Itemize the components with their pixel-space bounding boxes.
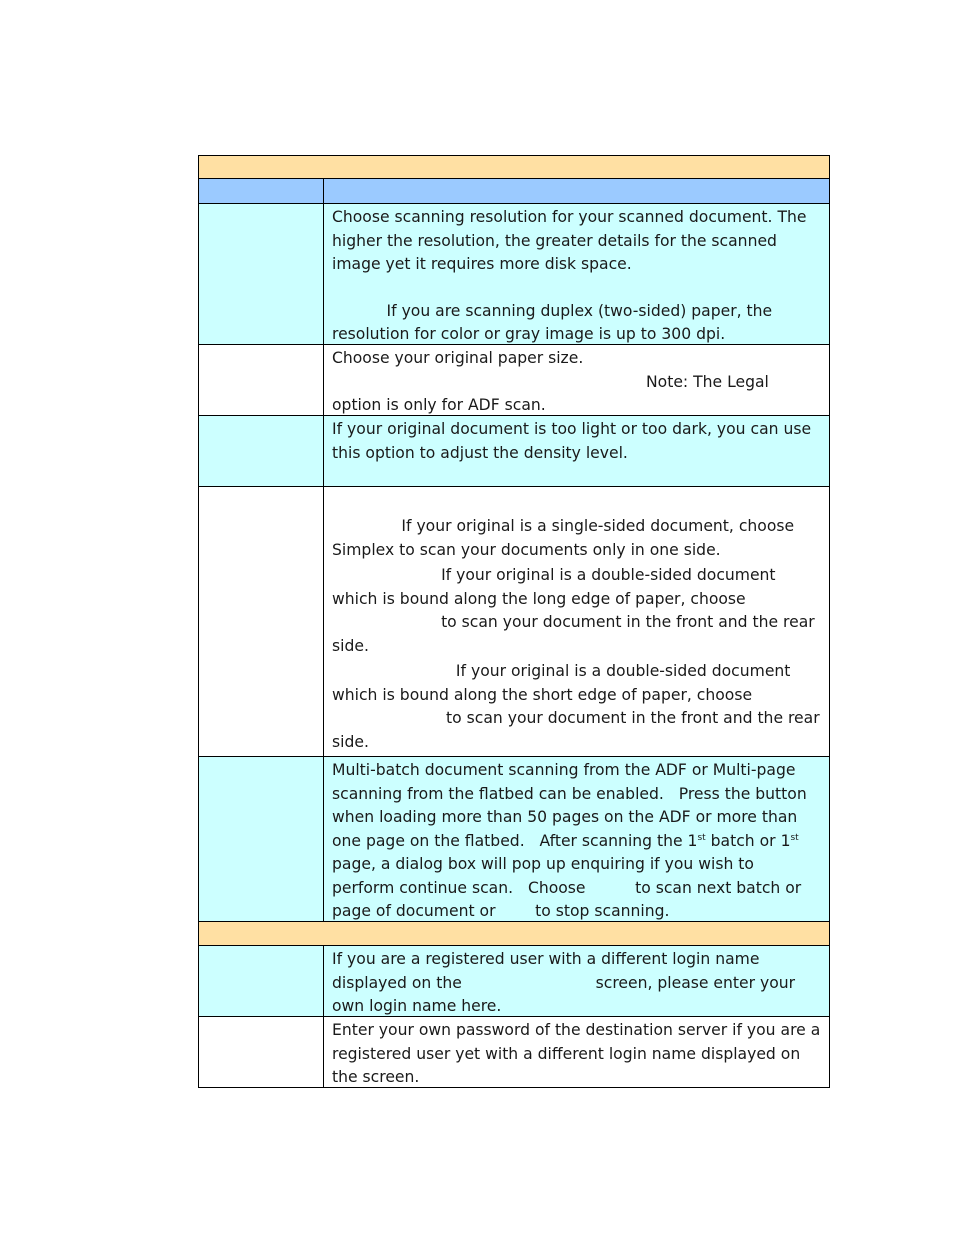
row-description [324, 946, 829, 1016]
simplex-text: If your original is a single-sided document, choose Simplex to scan your documents only in one side. [332, 517, 800, 559]
row-label [199, 757, 324, 921]
row-description [324, 757, 829, 921]
row-label [199, 946, 324, 1016]
duplex-long-edge-text: If your original is a double-sided document which is bound along the long edge of paper, choose [332, 566, 781, 608]
row-resolution [198, 204, 830, 345]
row-description [324, 204, 829, 344]
row-scan-mode [198, 487, 830, 757]
login-name-text: If you are a registered user with a different login name displayed on the screen, please enter your own login name here. [332, 950, 801, 1015]
multibatch-text-3: 1 [780, 831, 791, 850]
column-header-row [198, 179, 830, 204]
paper-size-text: Choose your original paper size. [332, 349, 584, 367]
row-password [198, 1017, 830, 1088]
section-header-scan [198, 155, 830, 179]
row-description [324, 1017, 829, 1087]
settings-table [198, 155, 830, 1088]
row-description [324, 345, 829, 415]
duplex-short-edge-text: If your original is a double-sided document which is bound along the short edge of paper, choose [332, 662, 796, 704]
resolution-note: If you are scanning duplex (two-sided) paper, the resolution for color or gray image is up to 300 dpi. [332, 301, 778, 343]
row-description [324, 487, 829, 756]
multibatch-text: Multi-batch document scanning from the ADF or Multi-page scanning from the flatbed can be enabled. Press the button when loading more than 50 pages on the ADF or more than one page on the flatbed. After scanning the 1 [332, 761, 812, 850]
row-label [199, 204, 324, 344]
duplex-short-edge-text-2: to scan your document in the front and the rear side. [332, 709, 825, 751]
duplex-long-edge-text-2: to scan your document in the front and the rear side. [332, 613, 820, 655]
superscript: st [697, 832, 706, 843]
row-multi-batch [198, 757, 830, 922]
column-header-name [199, 179, 324, 203]
row-label [199, 416, 324, 486]
multibatch-text-4: page, a dialog box will pop up enquiring if you wish to perform continue scan. Choose to scan next batch or page of document or to stop scanning. [332, 831, 807, 920]
row-density [198, 416, 830, 487]
multibatch-text-2: batch or [705, 831, 776, 850]
paper-size-note: Note: The Legal [646, 372, 769, 391]
password-text: Enter your own password of the destination server if you are a registered user yet with a different login name displayed on the screen. [332, 1021, 821, 1086]
row-label [199, 1017, 324, 1087]
superscript-2: st [790, 832, 799, 843]
row-login-name [198, 946, 830, 1017]
row-description [324, 416, 829, 486]
row-label [199, 487, 324, 756]
row-label [199, 345, 324, 415]
resolution-text: Choose scanning resolution for your scanned document. The higher the resolution, the greater details for the scanned image yet it requires more disk space. [332, 208, 807, 273]
density-text: If your original document is too light or too dark, you can use this option to adjust the density level. [332, 420, 812, 462]
column-header-description [324, 179, 829, 203]
row-paper-size [198, 345, 830, 416]
paper-size-note-2: option is only for ADF scan. [332, 396, 546, 414]
section-header-server [198, 922, 830, 946]
